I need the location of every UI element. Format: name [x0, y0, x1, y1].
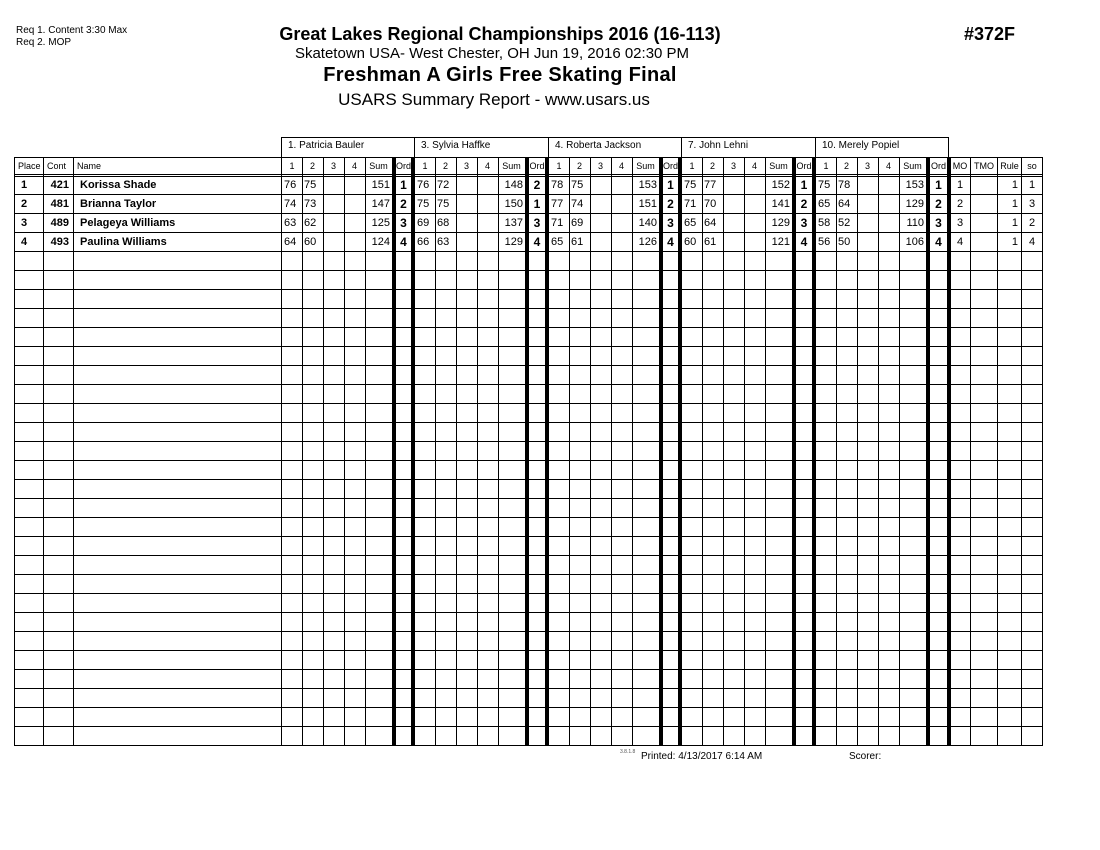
- column-header-judge-3-ord: Ord: [663, 161, 678, 171]
- mo-cell: 3: [956, 217, 964, 229]
- judge-1-score-2-cell: 62: [304, 217, 317, 229]
- empty-table-row: [14, 366, 1042, 384]
- column-header-judge-5-ord: Ord: [930, 161, 946, 171]
- contestant-number-cell: 493: [50, 236, 69, 248]
- column-header-mo: MO: [952, 161, 968, 171]
- column-header-judge-1-2: 2: [309, 161, 315, 171]
- judge-1-score-2-cell: 60: [304, 236, 317, 248]
- judge-1-score-2-cell: 75: [304, 179, 317, 191]
- judge-name-header: 3. Sylvia Haffke: [421, 140, 491, 151]
- column-header-judge-1-3: 3: [330, 161, 336, 171]
- judge-2-score-sum-cell: 129: [504, 236, 523, 248]
- judge-1-ordinal-cell: 4: [400, 235, 407, 249]
- judge-4-score-1-cell: 75: [684, 179, 697, 191]
- judge-4-ordinal-cell: 3: [800, 216, 808, 230]
- judge-5-ordinal-cell: 1: [935, 178, 942, 192]
- judge-5-score-1-cell: 56: [818, 236, 831, 248]
- rule-cell: 1: [1011, 217, 1018, 229]
- place-cell: 2: [21, 198, 28, 210]
- judge-5-score-1-cell: 58: [818, 217, 831, 229]
- judge-5-score-3-cell: [857, 214, 878, 232]
- event-title: Freshman A Girls Free Skating Final: [323, 64, 677, 86]
- empty-table-row: [14, 423, 1042, 441]
- judge-1-ordinal-cell: 1: [400, 178, 407, 192]
- judge-3-score-3-cell: [590, 233, 611, 251]
- judge-4-score-1-cell: 71: [684, 198, 697, 210]
- judge-2-score-4-cell: [477, 233, 498, 251]
- contestant-number-cell: 421: [50, 179, 69, 191]
- column-header-judge-3-2: 2: [576, 161, 582, 171]
- empty-table-row: [14, 499, 1042, 517]
- judge-4-score-3-cell: [723, 233, 744, 251]
- judge-1-score-3-cell: [323, 233, 344, 251]
- so-cell: 1: [1028, 179, 1036, 191]
- empty-table-row: [14, 518, 1042, 536]
- column-header-place: Place: [18, 161, 41, 171]
- judge-3-score-sum-cell: 151: [638, 198, 657, 210]
- empty-table-row: [14, 632, 1042, 650]
- judge-1-score-3-cell: [323, 195, 344, 213]
- judge-1-score-1-cell: 74: [284, 198, 297, 210]
- judge-2-score-sum-cell: 150: [504, 198, 523, 210]
- column-header-tmo: TMO: [974, 161, 994, 171]
- judge-2-score-3-cell: [456, 176, 477, 194]
- column-header-judge-5-3: 3: [864, 161, 870, 171]
- report-subtitle: USARS Summary Report - www.usars.us: [338, 90, 650, 109]
- column-header-judge-2-1: 1: [422, 161, 428, 171]
- judge-5-score-4-cell: [878, 214, 899, 232]
- judge-2-score-4-cell: [477, 214, 498, 232]
- column-header-judge-2-2: 2: [442, 161, 448, 171]
- so-cell: 2: [1028, 217, 1036, 229]
- judge-4-score-3-cell: [723, 214, 744, 232]
- judge-3-score-sum-cell: 140: [638, 217, 657, 229]
- judge-1-ordinal-cell: 2: [400, 197, 407, 211]
- judge-2-score-1-cell: 75: [417, 198, 430, 210]
- rule-cell: 1: [1011, 198, 1018, 210]
- judge-5-score-3-cell: [857, 233, 878, 251]
- judge-2-score-2-cell: 75: [437, 198, 450, 210]
- column-header-judge-1-ord: Ord: [396, 161, 411, 171]
- judge-5-score-2-cell: 50: [838, 236, 851, 248]
- empty-table-row: [14, 575, 1042, 593]
- column-header-cont: Cont: [47, 161, 67, 171]
- place-cell: 3: [21, 217, 28, 229]
- column-header-judge-5-2: 2: [843, 161, 849, 171]
- judge-3-score-1-cell: 71: [551, 217, 564, 229]
- judge-1-score-4-cell: [344, 214, 365, 232]
- judge-2-score-3-cell: [456, 214, 477, 232]
- rule-cell: 1: [1011, 179, 1018, 191]
- judge-3-score-4-cell: [611, 233, 632, 251]
- judge-3-score-2-cell: 74: [571, 198, 584, 210]
- judge-4-score-2-cell: 70: [704, 198, 717, 210]
- printed-timestamp: Printed: 4/13/2017 6:14 AM: [641, 751, 763, 762]
- judge-4-score-sum-cell: 141: [771, 198, 790, 210]
- judge-1-score-3-cell: [323, 214, 344, 232]
- judge-5-score-sum-cell: 110: [906, 217, 924, 229]
- judge-4-ordinal-cell: 1: [800, 178, 808, 192]
- column-header-judge-5-sum: Sum: [903, 161, 922, 171]
- column-header-judge-5-1: 1: [823, 161, 829, 171]
- empty-table-row: [14, 271, 1042, 289]
- judge-1-ordinal-cell: 3: [400, 216, 407, 230]
- judge-4-ordinal-cell: 4: [800, 235, 808, 249]
- judge-1-score-sum-cell: 124: [371, 236, 390, 248]
- column-header-judge-4-2: 2: [709, 161, 715, 171]
- judge-4-score-4-cell: [744, 176, 765, 194]
- column-header-judge-1-sum: Sum: [369, 161, 388, 171]
- judge-2-score-2-cell: 63: [437, 236, 450, 248]
- requirement-1: Req 1. Content 3:30 Max: [16, 25, 128, 36]
- grid-line: [1042, 157, 1043, 746]
- place-cell: 4: [21, 236, 28, 248]
- contestant-number-cell: 489: [50, 217, 69, 229]
- judge-4-score-3-cell: [723, 176, 744, 194]
- empty-table-row: [14, 613, 1042, 631]
- judge-5-score-1-cell: 75: [818, 179, 831, 191]
- judge-2-score-3-cell: [456, 233, 477, 251]
- empty-table-row: [14, 328, 1042, 346]
- judge-1-score-3-cell: [323, 176, 344, 194]
- judge-3-score-1-cell: 78: [551, 179, 564, 191]
- judge-5-score-sum-cell: 129: [905, 198, 924, 210]
- judge-1-score-4-cell: [344, 176, 365, 194]
- judge-2-score-4-cell: [477, 195, 498, 213]
- judge-1-score-2-cell: 73: [304, 198, 317, 210]
- tmo-cell: [971, 214, 997, 232]
- event-code: #372F: [964, 24, 1016, 44]
- judge-3-ordinal-cell: 1: [667, 178, 674, 192]
- judge-2-ordinal-cell: 4: [533, 235, 541, 249]
- column-header-judge-4-sum: Sum: [769, 161, 788, 171]
- judge-1-score-sum-cell: 151: [371, 179, 390, 191]
- empty-table-row: [14, 480, 1042, 498]
- judge-4-score-sum-cell: 121: [771, 236, 790, 248]
- judge-3-score-2-cell: 75: [571, 179, 584, 191]
- judge-5-score-sum-cell: 106: [905, 236, 924, 248]
- judge-4-score-2-cell: 77: [704, 179, 717, 191]
- empty-table-row: [14, 651, 1042, 669]
- judge-5-score-4-cell: [878, 195, 899, 213]
- column-header-judge-3-1: 1: [556, 161, 562, 171]
- tmo-cell: [971, 233, 997, 251]
- judge-5-score-3-cell: [857, 195, 878, 213]
- judge-name-header: 7. John Lehni: [688, 140, 749, 151]
- column-header-judge-4-ord: Ord: [796, 161, 812, 171]
- judge-4-score-2-cell: 61: [704, 236, 717, 248]
- empty-table-row: [14, 404, 1042, 422]
- judge-name-header: 10. Merely Popiel: [822, 140, 900, 151]
- judge-2-ordinal-cell: 2: [533, 178, 541, 192]
- contestant-number-cell: 481: [50, 198, 69, 210]
- judge-1-score-sum-cell: 147: [371, 198, 390, 210]
- empty-table-row: [14, 594, 1042, 612]
- judge-5-score-4-cell: [878, 176, 899, 194]
- grid-line: [948, 137, 949, 158]
- column-header-judge-1-1: 1: [289, 161, 295, 171]
- tmo-cell: [971, 195, 997, 213]
- judge-5-score-2-cell: 64: [838, 198, 851, 210]
- empty-table-row: [14, 708, 1042, 726]
- empty-table-row: [14, 309, 1042, 327]
- judge-3-score-3-cell: [590, 214, 611, 232]
- column-header-judge-3-4: 4: [618, 161, 624, 171]
- column-header-judge-4-3: 3: [730, 161, 736, 171]
- judge-2-score-1-cell: 66: [417, 236, 430, 248]
- version-label: 3.8.1.8: [620, 749, 636, 755]
- mo-cell: 1: [956, 179, 964, 191]
- judge-3-score-sum-cell: 153: [638, 179, 657, 191]
- place-cell: 1: [21, 179, 28, 191]
- judge-3-score-1-cell: 77: [551, 198, 564, 210]
- empty-table-row: [14, 689, 1042, 707]
- empty-table-row: [14, 442, 1042, 460]
- judge-3-score-1-cell: 65: [551, 236, 564, 248]
- judge-1-score-sum-cell: 125: [371, 217, 390, 229]
- column-header-so: so: [1027, 161, 1037, 171]
- competition-title: Great Lakes Regional Championships 2016 (16-113): [279, 24, 721, 44]
- column-header-judge-2-4: 4: [484, 161, 490, 171]
- judge-2-score-sum-cell: 148: [504, 179, 523, 191]
- judge-2-score-1-cell: 69: [417, 217, 430, 229]
- judge-4-score-4-cell: [744, 233, 765, 251]
- column-header-judge-2-sum: Sum: [502, 161, 521, 171]
- judge-5-score-sum-cell: 153: [905, 179, 924, 191]
- so-cell: 4: [1028, 236, 1036, 248]
- judge-4-ordinal-cell: 2: [800, 197, 808, 211]
- column-header-name: Name: [77, 161, 102, 171]
- judge-2-score-1-cell: 76: [417, 179, 430, 191]
- judge-3-score-4-cell: [611, 195, 632, 213]
- skater-name-cell: Brianna Taylor: [80, 198, 157, 210]
- judge-3-ordinal-cell: 4: [667, 235, 674, 249]
- judge-2-score-4-cell: [477, 176, 498, 194]
- judge-5-ordinal-cell: 3: [935, 216, 942, 230]
- empty-table-row: [14, 347, 1042, 365]
- judge-4-score-1-cell: 60: [684, 236, 697, 248]
- judge-name-header: 1. Patricia Bauler: [288, 140, 365, 151]
- judge-5-score-4-cell: [878, 233, 899, 251]
- judge-4-score-1-cell: 65: [684, 217, 697, 229]
- empty-table-row: [14, 290, 1042, 308]
- judge-3-score-3-cell: [590, 176, 611, 194]
- judge-5-score-2-cell: 52: [838, 217, 851, 229]
- column-header-judge-4-4: 4: [751, 161, 757, 171]
- judge-2-ordinal-cell: 1: [533, 197, 541, 211]
- judge-1-score-1-cell: 64: [284, 236, 297, 248]
- judge-2-ordinal-cell: 3: [533, 216, 541, 230]
- judge-1-score-1-cell: 63: [284, 217, 297, 229]
- requirement-2: Req 2. MOP: [16, 37, 72, 48]
- judge-3-score-sum-cell: 126: [638, 236, 657, 248]
- rule-cell: 1: [1011, 236, 1018, 248]
- tmo-cell: [971, 176, 997, 194]
- judge-4-score-sum-cell: 129: [771, 217, 790, 229]
- judge-3-ordinal-cell: 3: [667, 216, 674, 230]
- column-header-judge-2-ord: Ord: [529, 161, 545, 171]
- judge-2-score-3-cell: [456, 195, 477, 213]
- empty-table-row: [14, 252, 1042, 270]
- judge-3-score-2-cell: 69: [571, 217, 584, 229]
- skater-name-cell: Korissa Shade: [80, 179, 157, 191]
- judge-2-score-sum-cell: 137: [504, 217, 523, 229]
- mo-cell: 4: [956, 236, 964, 248]
- judge-name-header: 4. Roberta Jackson: [555, 140, 642, 151]
- judge-2-score-2-cell: 68: [437, 217, 450, 229]
- judge-4-score-3-cell: [723, 195, 744, 213]
- empty-table-row: [14, 385, 1042, 403]
- column-header-judge-3-sum: Sum: [636, 161, 655, 171]
- skater-name-cell: Paulina Williams: [80, 236, 167, 248]
- skater-name-cell: Pelageya Williams: [80, 217, 176, 229]
- column-header-judge-1-4: 4: [351, 161, 357, 171]
- judge-3-score-4-cell: [611, 176, 632, 194]
- judge-5-score-1-cell: 65: [818, 198, 831, 210]
- column-header-judge-3-3: 3: [597, 161, 603, 171]
- empty-table-row: [14, 556, 1042, 574]
- judge-2-score-2-cell: 72: [437, 179, 450, 191]
- judge-5-score-2-cell: 78: [838, 179, 851, 191]
- judge-3-score-2-cell: 61: [571, 236, 584, 248]
- mo-cell: 2: [956, 198, 964, 210]
- judge-4-score-sum-cell: 152: [771, 179, 790, 191]
- judge-5-ordinal-cell: 2: [935, 197, 942, 211]
- empty-table-row: [14, 727, 1042, 745]
- judge-1-score-4-cell: [344, 195, 365, 213]
- empty-table-row: [14, 461, 1042, 479]
- judge-3-ordinal-cell: 2: [667, 197, 674, 211]
- column-header-judge-4-1: 1: [689, 161, 695, 171]
- empty-table-row: [14, 537, 1042, 555]
- judge-5-score-3-cell: [857, 176, 878, 194]
- judge-3-score-3-cell: [590, 195, 611, 213]
- judge-1-score-1-cell: 76: [284, 179, 297, 191]
- judge-4-score-2-cell: 64: [704, 217, 717, 229]
- scorer-label: Scorer:: [849, 751, 882, 762]
- venue-date: Skatetown USA- West Chester, OH Jun 19, 2016 02:30 PM: [294, 45, 690, 62]
- judge-1-score-4-cell: [344, 233, 365, 251]
- judge-4-score-4-cell: [744, 214, 765, 232]
- judge-3-score-4-cell: [611, 214, 632, 232]
- column-header-judge-2-3: 3: [463, 161, 469, 171]
- so-cell: 3: [1028, 198, 1036, 210]
- judge-5-ordinal-cell: 4: [935, 235, 942, 249]
- empty-table-row: [14, 670, 1042, 688]
- column-header-rule: Rule: [1000, 161, 1019, 171]
- judge-4-score-4-cell: [744, 195, 765, 213]
- column-header-judge-5-4: 4: [885, 161, 891, 171]
